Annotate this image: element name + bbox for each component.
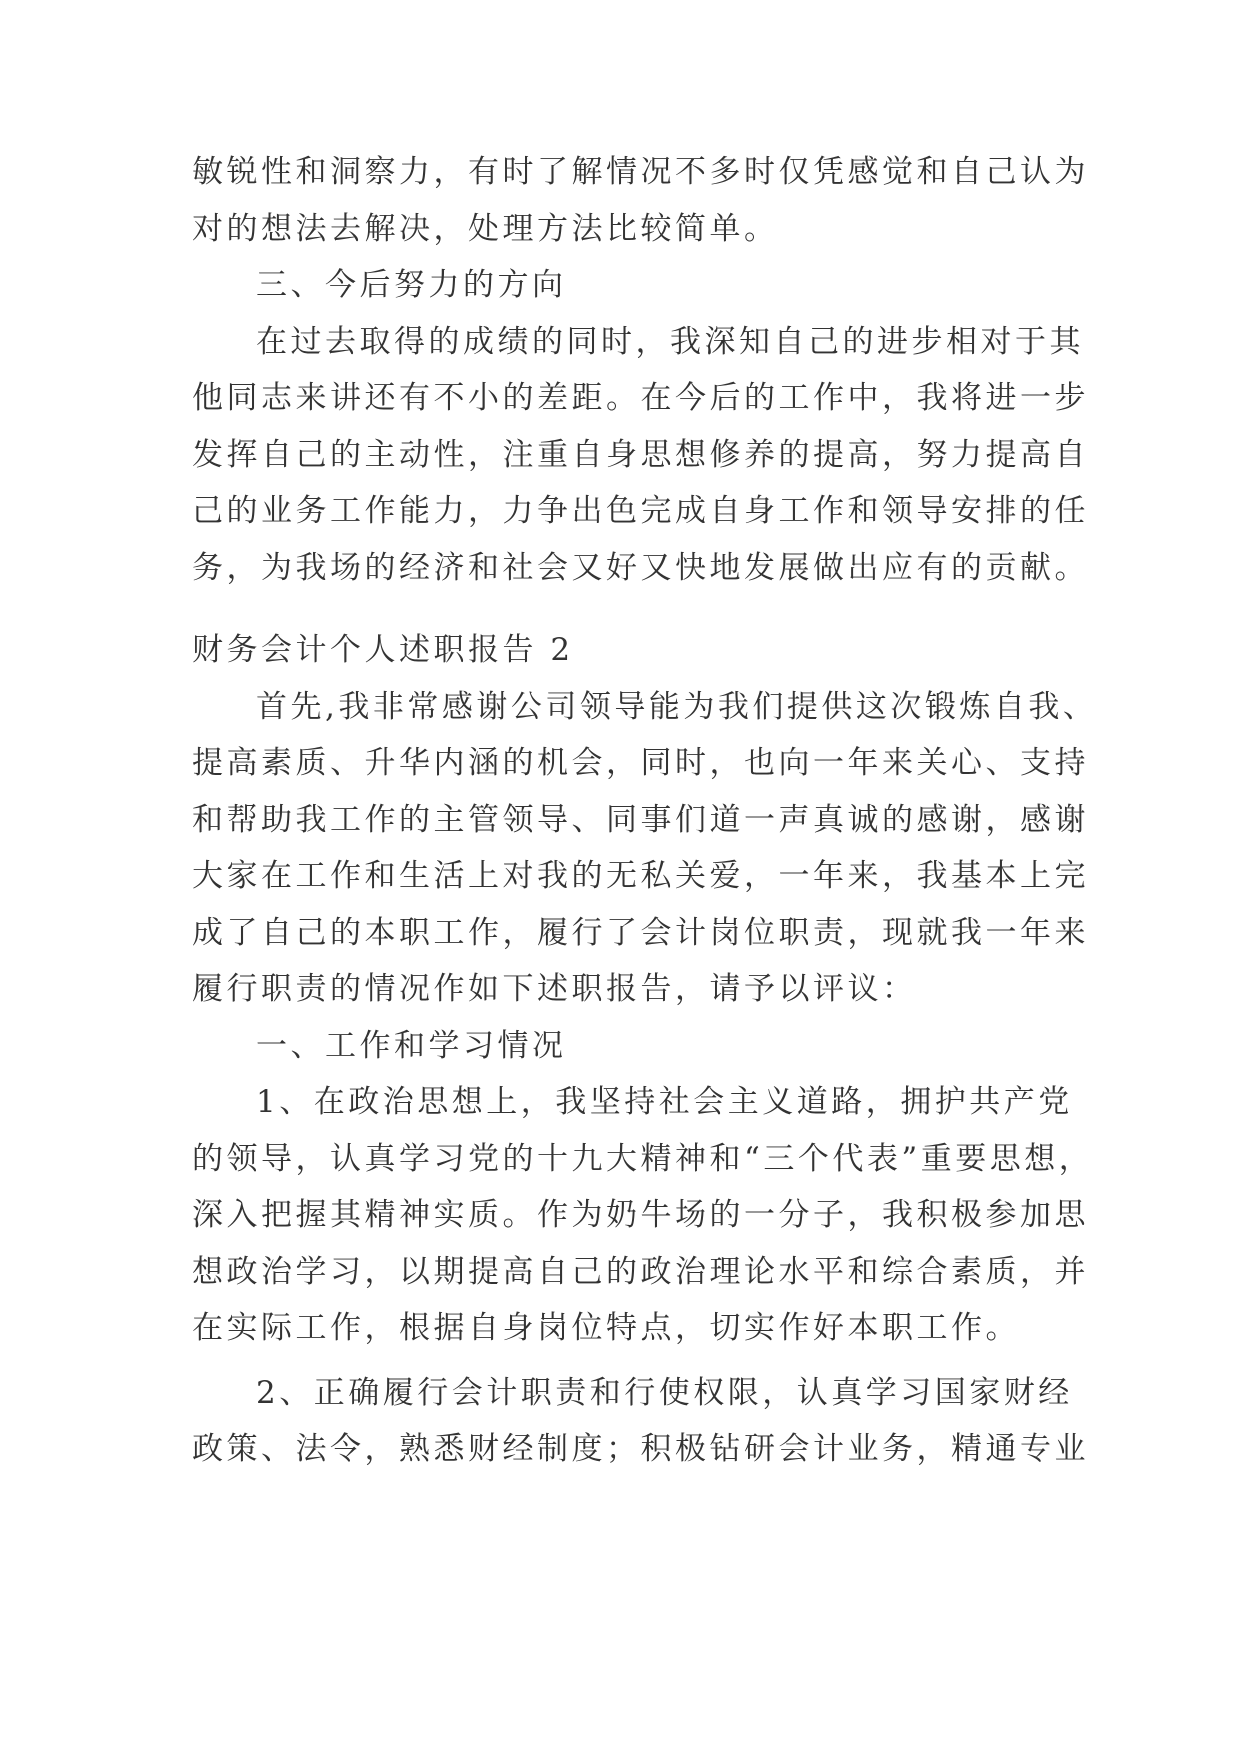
paragraph-line: 深入把握其精神实质。作为奶牛场的一分子，我积极参加思 (192, 1197, 1089, 1233)
paragraph-line: 提高素质、升华内涵的机会，同时，也向一年来关心、支持 (192, 745, 1089, 781)
paragraph-line: 1、在政治思想上，我坚持社会主义道路，拥护共产党 (256, 1084, 1073, 1120)
paragraph-line: 履行职责的情况作如下述职报告，请予以评议： (192, 971, 917, 1007)
paragraph-line: 己的业务工作能力，力争出色完成自身工作和领导安排的任 (192, 493, 1089, 529)
section-heading: 三、今后努力的方向 (256, 267, 567, 303)
paragraph-line: 他同志来讲还有不小的差距。在今后的工作中，我将进一步 (192, 380, 1089, 416)
paragraph-line: 在过去取得的成绩的同时，我深知自己的进步相对于其 (256, 324, 1084, 360)
paragraph-line: 成了自己的本职工作，履行了会计岗位职责，现就我一年来 (192, 915, 1089, 951)
paragraph-line: 大家在工作和生活上对我的无私关爱，一年来，我基本上完 (192, 858, 1089, 894)
paragraph-line: 敏锐性和洞察力，有时了解情况不多时仅凭感觉和自己认为 (192, 154, 1089, 190)
paragraph-line: 务，为我场的经济和社会又好又快地发展做出应有的贡献。 (192, 550, 1089, 586)
paragraph-line: 对的想法去解决，处理方法比较简单。 (192, 211, 779, 247)
paragraph-line: 和帮助我工作的主管领导、同事们道一声真诚的感谢，感谢 (192, 802, 1089, 838)
paragraph-line: 发挥自己的主动性，注重自身思想修养的提高，努力提高自 (192, 437, 1089, 473)
paragraph-line: 想政治学习，以期提高自己的政治理论水平和综合素质，并 (192, 1254, 1089, 1290)
paragraph-line: 在实际工作，根据自身岗位特点，切实作好本职工作。 (192, 1310, 1020, 1346)
paragraph-line: 首先,我非常感谢公司领导能为我们提供这次锻炼自我、 (256, 689, 1098, 725)
paragraph-line: 的领导，认真学习党的十九大精神和“三个代表”重要思想， (192, 1141, 1094, 1177)
section-heading: 一、工作和学习情况 (256, 1028, 567, 1064)
paragraph-line: 2、正确履行会计职责和行使权限，认真学习国家财经 (256, 1375, 1073, 1411)
document-title: 财务会计个人述职报告 2 (192, 632, 574, 668)
paragraph-line: 政策、法令，熟悉财经制度；积极钻研会计业务，精通专业 (192, 1431, 1089, 1467)
